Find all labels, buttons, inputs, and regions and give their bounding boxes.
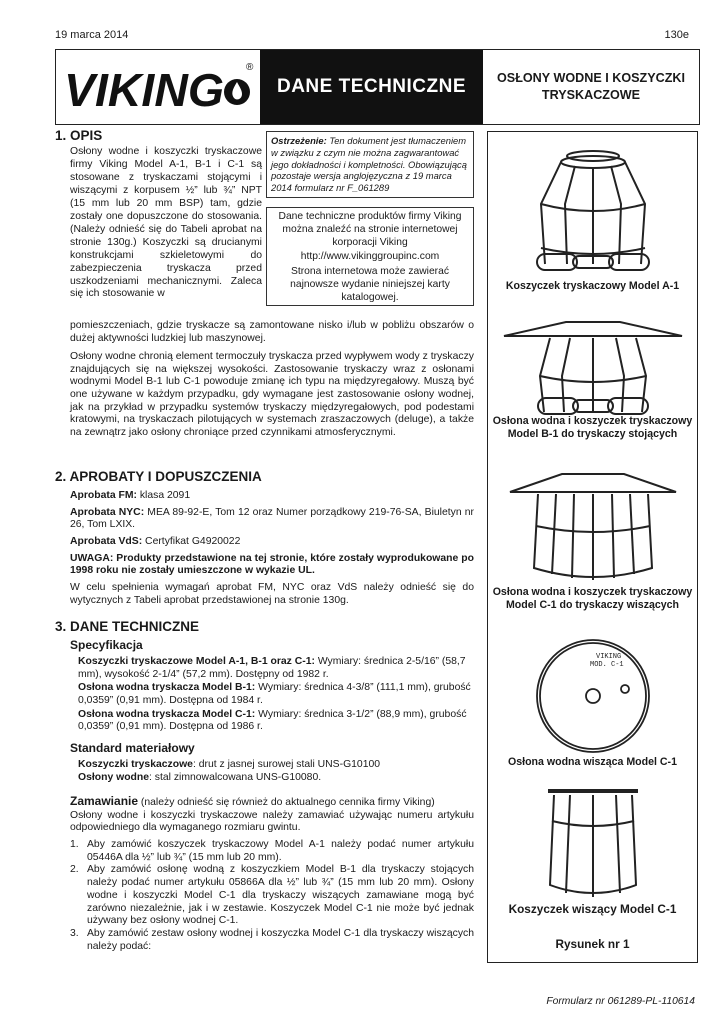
- mat2-label: Osłony wodne: [78, 771, 150, 783]
- info-line2: Strona internetowa może zawierać najnowsze wydanie niniejszej karty katalogowej.: [290, 266, 450, 303]
- info-url[interactable]: http://www.vikinggroupinc.com: [300, 251, 440, 263]
- ordering-block: [70, 794, 474, 953]
- header-page-code: 130e: [664, 29, 689, 41]
- mat1-text: : drut z jasnej surowej stali UNS-G10100: [192, 759, 381, 770]
- section3-heading: 3. DANE TECHNICZNE: [55, 619, 200, 634]
- mat1-label: Koszyczki tryskaczowe: [78, 759, 193, 770]
- order-list: [70, 839, 474, 953]
- spec3-label: Osłona wodna tryskacza Model C-1:: [78, 708, 256, 720]
- registered-mark: ®: [246, 62, 254, 73]
- a1-cage-drawing: [533, 144, 653, 279]
- section2-body: [70, 490, 474, 608]
- footer-form-number: Formularz nr 061289-PL-110614: [546, 996, 695, 1007]
- viking-logo: [56, 50, 260, 124]
- c1-shield-top-drawing: [533, 637, 653, 755]
- fm-value: klasa 2091: [136, 490, 191, 501]
- section1-heading: 1. OPIS: [55, 128, 103, 143]
- list-item: 2. Aby zamówić osłonę wodną z koszyczkiem Model B-1 dla tryskaczy stojących należy podać numer artykułu 05866A dla ½” lub ¾” (15 mm lub 20 mm). Osłony wodne i koszyczki Model C-1 dla tryskaczy wiszących zamawiane mogą być zarówno niezależnie, jak i w zestawie. Koszyczek Model C-1 nie może być jednak używany bez osłony wodnej C-1.: [70, 864, 474, 927]
- figure-caption-b1: Osłona wodna i koszyczek tryskaczowy Model B-1 do tryskaczy stojących: [492, 415, 693, 441]
- spec2-text: Wymiary: średnica 4-3/8” (111,1 mm), grubość 0,0359” (0,91 mm). Dostępna od 1984 r.: [78, 682, 471, 707]
- warning-label: Ostrzeżenie:: [271, 135, 327, 146]
- vds-label: Aprobata VdS:: [70, 536, 143, 548]
- nyc-value: MEA 89-92-E, Tom 12 oraz Numer porządkowy 219-76-SA, Biuletyn nr 26, Tom LXIX.: [70, 506, 474, 531]
- title-banner: [55, 49, 700, 125]
- material-heading: Standard materiałowy: [70, 741, 195, 755]
- header-date: 19 marca 2014: [55, 29, 129, 41]
- doc-title: DANE TECHNICZNE: [260, 50, 483, 124]
- order-heading: Zamawianie: [70, 794, 139, 808]
- c1-cage-drawing: [540, 787, 646, 902]
- section2-heading: 2. APROBATY I DOPUSZCZENIA: [55, 469, 262, 484]
- section2-text: W celu spełnienia wymagań aprobat FM, NYC oraz VdS należy odnieść się do wytycznych z Tabeli aprobat przedstawionej na stronie 130g.: [70, 582, 474, 606]
- spec-list: [78, 656, 474, 734]
- disc-brand: VIKING: [596, 653, 622, 661]
- figure-caption-c1: Osłona wodna i koszyczek tryskaczowy Model C-1 do tryskaczy wiszących: [492, 586, 693, 612]
- fm-label: Aprobata FM:: [70, 490, 137, 501]
- vds-value: Certyfikat G4920022: [142, 536, 241, 548]
- warning-text: Ten dokument jest tłumaczeniem w związku z czym nie można zagwarantować jego dokładności i kompletności. Obowiązującą pozostaje wersja anglojęzyczna z 19 marca 2014 formularz nr F_061289: [271, 135, 467, 193]
- order-note: (należy odnieść się również do aktualnego cennika firmy Viking): [138, 797, 435, 808]
- spec1-text: Wymiary: średnica 2-5/16” (58,7 mm), wysokość 2-1/4” (57,2 mm). Dostępny od 1982 r.: [78, 656, 466, 680]
- spec3-text: Wymiary: średnica 3-1/2” (88,9 mm), grubość 0,0359” (0,91 mm). Dostępna od 1986 r.: [78, 708, 467, 733]
- translation-warning: [266, 131, 474, 198]
- list-item: 1. Aby zamówić koszyczek tryskaczowy Model A-1 należy podać numer artykułu 05446A dla ½” lub ¾” (15 mm lub 20 mm).: [70, 839, 474, 863]
- figure-panel: [487, 131, 698, 963]
- c1-shield-cage-drawing: [506, 468, 680, 586]
- disc-model: MOD. C-1: [590, 661, 624, 669]
- b1-shield-cage-drawing: [500, 320, 686, 418]
- material-list: [78, 759, 474, 784]
- doc-subtitle: OSŁONY WODNE I KOSZYCZKI TRYSKACZOWE: [497, 71, 685, 102]
- spec2-label: Osłona wodna tryskacza Model B-1:: [78, 682, 256, 694]
- spec1-label: Koszyczki tryskaczowe Model A-1, B-1 oraz C-1:: [78, 656, 315, 667]
- figure-caption-a1: Koszyczek tryskaczowy Model A-1: [505, 280, 680, 292]
- section1-p2: Osłony wodne chronią element termoczuły tryskacza przed wypływem wody z tryskaczy znajdujących się na większej wysokości. Zastosowanie tryskaczy wraz z osłonami wodnymi Model B-1 lub C-1 powoduje zmianę ich typu na międzyregałowy. Muszą być one używane w każdym przypadku, gdy wymagane jest zastosowanie osłony wodnej, jak na przykład w przypadku systemów tryskaczy międzyregałowych, pod podestami kratowymi, na tryskaczach pilotujących w systemach zraszaczowych (deluge), a także na zewnątrz jako osłony chroniące przed czynnikami atmosferycznymi.: [70, 351, 474, 439]
- spec-heading: Specyfikacja: [70, 638, 143, 652]
- website-info-box: [266, 207, 474, 306]
- section1-p1-narrow: Osłony wodne i koszyczki tryskaczowe firmy Viking Model A-1, B-1 i C-1 są stosowane z tryskaczami stojącymi i wiszącymi z korpusem ½” lub ¾” NPT (15 mm lub 20 mm BSP) tam, gdzie zostały one dopuszczone do stosowania. (Należy odnieść się do Tabeli aprobat na stronie 130g.) Koszyczki są drucianymi konstrukcjami szkieletowymi do zabezpieczenia tryskacza przed uszkodzeniami mechanicznymi. Zaleca się ich stosowanie w: [70, 146, 262, 300]
- figure-caption-c1-shield: Osłona wodna wisząca Model C-1: [508, 756, 677, 768]
- section1-p1-wide: pomieszczeniach, gdzie tryskacze są zamontowane nisko i/lub w pobliżu obszarów o dużej aktywności ludzkiej lub maszynowej.: [70, 320, 474, 344]
- brand-wordmark: VIKING: [64, 64, 224, 116]
- ul-note: UWAGA: Produkty przedstawione na tej stronie, które zostały wyprodukowane po 1998 roku nie zostały umieszczone w wykazie UL.: [70, 552, 474, 577]
- mat2-text: : stal zimnowalcowana UNS-G10080.: [149, 771, 322, 783]
- list-item: 3. Aby zamówić zestaw osłony wodnej i koszyczka Model C-1 dla tryskaczy wiszących należy podać:: [70, 927, 474, 952]
- info-line1: Dane techniczne produktów firmy Viking można znaleźć na stronie internetowej korporacji Viking: [278, 211, 462, 248]
- figure-label: Rysunek nr 1: [555, 937, 630, 951]
- nyc-label: Aprobata NYC:: [70, 506, 145, 518]
- order-text: Osłony wodne i koszyczki tryskaczowe należy zamawiać używając numeru artykułu odpowiedniego dla wymaganego rozmiaru gwintu.: [70, 809, 474, 834]
- figure-caption-c1-cage: Koszyczek wiszący Model C-1: [508, 902, 677, 916]
